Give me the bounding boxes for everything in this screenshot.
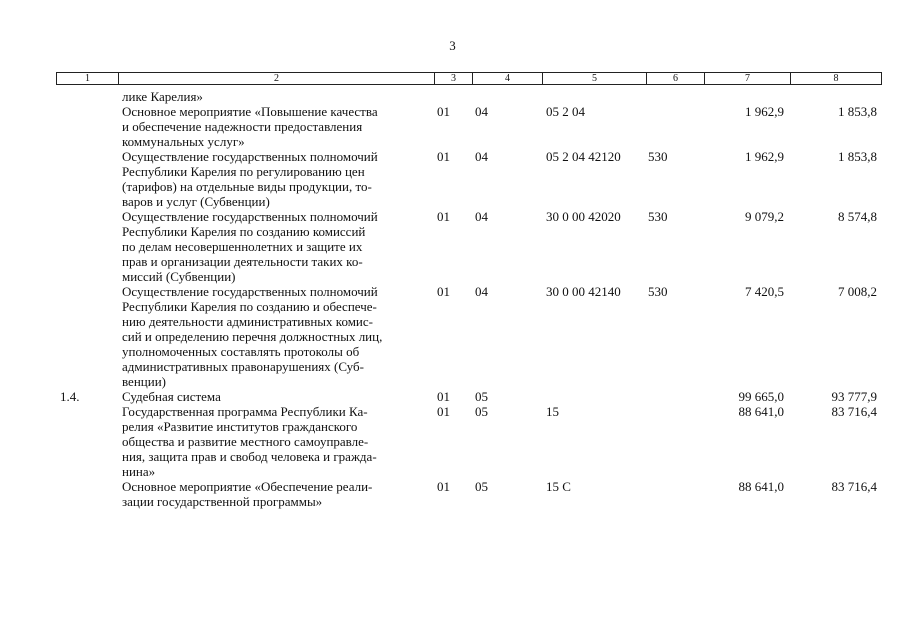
description-line: общества и развитие местного самоуправле-	[122, 434, 369, 449]
target-article-code: 30 0 00 42140	[546, 284, 621, 299]
description-line: сий и определению перечня должностных лиц,	[122, 329, 383, 344]
description-line: по делам несовершеннолетних и защите их	[122, 239, 363, 254]
expense-type-code: 530	[648, 149, 668, 164]
description-line: релия «Развитие институтов гражданского	[122, 419, 358, 434]
row-description	[118, 149, 434, 209]
table-row	[56, 284, 881, 389]
column-header-2: 2	[119, 73, 435, 85]
row-number	[56, 284, 118, 389]
target-article-code: 05 2 04 42120	[546, 149, 621, 164]
amount-year-2: 7 008,2	[838, 284, 877, 299]
amount-year-1: 99 665,0	[738, 389, 784, 404]
target-article-code: 05 2 04	[546, 104, 585, 119]
description-line: административных правонарушениях (Суб-	[122, 359, 364, 374]
amount-year-1: 1 962,9	[745, 104, 784, 119]
description-line: (тарифов) на отдельные виды продукции, то-	[122, 179, 372, 194]
description-line: Осуществление государственных полномочий	[122, 149, 378, 164]
section-code: 01	[437, 209, 450, 224]
row-number	[56, 209, 118, 284]
expense-type-code	[646, 404, 704, 479]
row-number	[56, 104, 118, 149]
row-description	[118, 104, 434, 149]
description-line: ния, защита прав и свобод человека и гражда-	[122, 449, 377, 464]
amount-year-2: 1 853,8	[838, 104, 877, 119]
row-number	[56, 89, 118, 104]
description-line: варов и услуг (Субвенции)	[122, 194, 270, 209]
subsection-code: 04	[475, 149, 488, 164]
description-line: уполномоченных составлять протоколы об	[122, 344, 360, 359]
amount-year-1: 88 641,0	[738, 479, 784, 494]
description-line: нина»	[122, 464, 156, 479]
description-line: Осуществление государственных полномочий	[122, 209, 378, 224]
subsection-code: 05	[475, 404, 488, 419]
amount-year-2: 1 853,8	[838, 149, 877, 164]
target-article-code: 15	[546, 404, 559, 419]
amount-year-2	[790, 89, 881, 104]
target-article-code: 30 0 00 42020	[546, 209, 621, 224]
subsection-code: 05	[475, 479, 488, 494]
subsection-code: 05	[475, 389, 488, 404]
description-line: Республики Карелия по созданию комиссий	[122, 224, 366, 239]
page-number: 3	[449, 38, 456, 53]
column-header-6: 6	[647, 73, 705, 85]
section-code: 01	[437, 389, 450, 404]
row-number	[56, 404, 118, 479]
subsection-code: 04	[475, 209, 488, 224]
column-header-row	[57, 73, 882, 85]
column-header-5: 5	[543, 73, 647, 85]
expense-type-code	[646, 389, 704, 404]
expense-type-code: 530	[648, 209, 668, 224]
row-description	[118, 389, 434, 404]
amount-year-1: 88 641,0	[738, 404, 784, 419]
row-description	[118, 404, 434, 479]
description-line: зации государственной программы»	[122, 494, 323, 509]
description-line: Республики Карелия по созданию и обеспече-	[122, 299, 377, 314]
table-row	[56, 389, 881, 404]
description-line: Судебная система	[122, 389, 221, 404]
section-code: 01	[437, 149, 450, 164]
section-code	[434, 89, 472, 104]
table-row	[56, 89, 881, 104]
expense-type-code	[646, 89, 704, 104]
description-line: Основное мероприятие «Обеспечение реали-	[122, 479, 373, 494]
expense-type-code: 530	[648, 284, 668, 299]
column-header-3: 3	[435, 73, 473, 85]
expense-type-code	[646, 479, 704, 509]
target-article-code	[542, 89, 646, 104]
row-description	[118, 284, 434, 389]
table-row	[56, 404, 881, 479]
row-number: 1.4.	[60, 389, 80, 404]
amount-year-1: 7 420,5	[745, 284, 784, 299]
target-article-code	[542, 389, 646, 404]
column-header-1: 1	[57, 73, 119, 85]
row-description	[118, 89, 434, 104]
description-line: лике Карелия»	[122, 89, 203, 104]
amount-year-2: 83 716,4	[831, 404, 877, 419]
column-header-7: 7	[705, 73, 791, 85]
description-line: Государственная программа Республики Ка-	[122, 404, 368, 419]
amount-year-1	[704, 89, 790, 104]
description-line: Основное мероприятие «Повышение качества	[122, 104, 378, 119]
column-header-4: 4	[473, 73, 543, 85]
amount-year-2: 93 777,9	[831, 389, 877, 404]
description-line: Республики Карелия по регулированию цен	[122, 164, 365, 179]
section-code: 01	[437, 404, 450, 419]
row-description	[118, 209, 434, 284]
amount-year-2: 83 716,4	[831, 479, 877, 494]
table-row	[56, 479, 881, 509]
column-header-table	[56, 72, 882, 85]
amount-year-2: 8 574,8	[838, 209, 877, 224]
description-line: венции)	[122, 374, 166, 389]
description-line: Осуществление государственных полномочий	[122, 284, 378, 299]
section-code: 01	[437, 284, 450, 299]
section-code: 01	[437, 104, 450, 119]
table-row	[56, 209, 881, 284]
subsection-code: 04	[475, 284, 488, 299]
description-line: и обеспечение надежности предоставления	[122, 119, 363, 134]
description-line: коммунальных услуг»	[122, 134, 245, 149]
budget-table-body	[56, 89, 881, 509]
table-row	[56, 104, 881, 149]
row-number	[56, 149, 118, 209]
description-line: прав и организации деятельности таких ко-	[122, 254, 363, 269]
subsection-code	[472, 89, 542, 104]
amount-year-1: 1 962,9	[745, 149, 784, 164]
description-line: миссий (Субвенции)	[122, 269, 236, 284]
row-description	[118, 479, 434, 509]
target-article-code: 15 С	[546, 479, 571, 494]
amount-year-1: 9 079,2	[745, 209, 784, 224]
description-line: нию деятельности административных комис-	[122, 314, 373, 329]
section-code: 01	[437, 479, 450, 494]
row-number	[56, 479, 118, 509]
expense-type-code	[646, 104, 704, 149]
column-header-8: 8	[791, 73, 882, 85]
table-row	[56, 149, 881, 209]
subsection-code: 04	[475, 104, 488, 119]
